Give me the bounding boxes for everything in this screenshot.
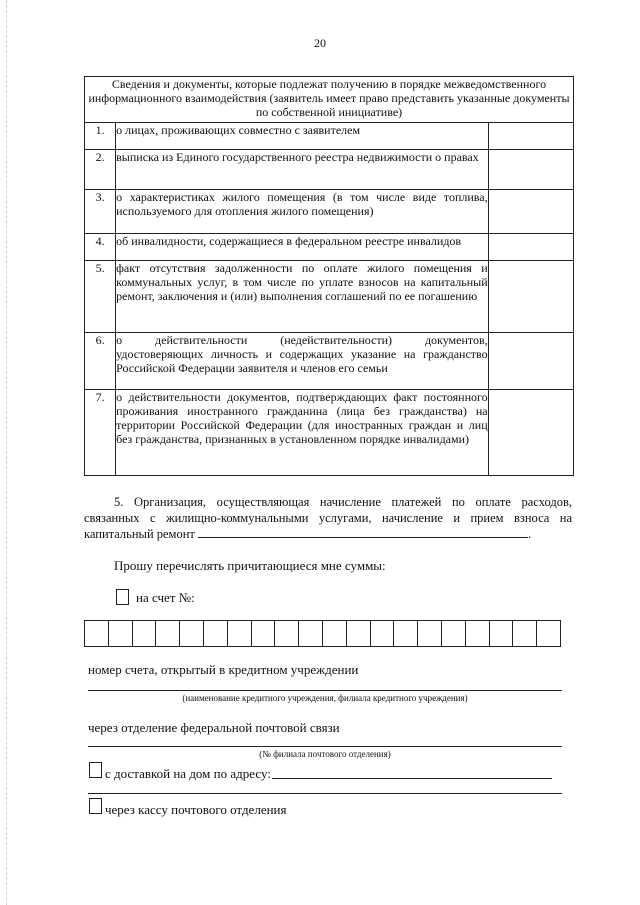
account-digit-cell[interactable]: [108, 620, 133, 647]
home-delivery-label: с доставкой на дом по адресу:: [105, 766, 271, 781]
table-row: [85, 234, 574, 261]
section-5-text: 5. Организация, осуществляющая начисление платежей по оплате расходов, связанных с жилищно-коммунальными услугами, начисление и прием взноса на капитальный ремонт: [84, 495, 572, 541]
account-digit-cell[interactable]: [274, 620, 299, 647]
account-digit-cell[interactable]: [370, 620, 395, 647]
section-5-paragraph: 5. Организация, осуществляющая начисление платежей по оплате расходов, связанных с жилищно-коммунальными услугами, начисление и прием взноса на капитальный ремонт .: [84, 495, 572, 541]
row-number: 5.: [85, 261, 116, 333]
post-office-caption: (№ филиала почтового отделения): [259, 749, 391, 759]
row-text: факт отсутствия задолженности по оплате жилого помещения и коммунальных услуг, в том числе по уплате взносов на капитальный ремонт, заключения и (или) выполнения соглашений по ее погашению: [116, 261, 489, 333]
payment-request-text: Прошу перечислять причитающиеся мне суммы:: [114, 558, 386, 573]
row-number: 6.: [85, 333, 116, 390]
row-input-cell[interactable]: [488, 390, 573, 476]
post-office-field[interactable]: [88, 736, 562, 747]
documents-table: [84, 76, 574, 476]
table-header: Сведения и документы, которые подлежат получению в порядке межведомственного информационного взаимодействия (заявитель имеет право представить указанные документы по собственной инициативе): [85, 77, 574, 123]
account-digit-cell[interactable]: [441, 620, 466, 647]
table-row: [85, 123, 574, 150]
account-digit-cell[interactable]: [346, 620, 371, 647]
account-digit-cell[interactable]: [251, 620, 276, 647]
row-text: об инвалидности, содержащиеся в федеральном реестре инвалидов: [116, 234, 489, 261]
row-number: 7.: [85, 390, 116, 476]
row-text: выписка из Единого государственного реестра недвижимости о правах: [116, 150, 489, 190]
row-number: 4.: [85, 234, 116, 261]
bank-caption: (наименование кредитного учреждения, филиала кредитного учреждения): [182, 693, 468, 703]
bank-account-label: номер счета, открытый в кредитном учреждении: [88, 662, 359, 677]
row-text: о характеристиках жилого помещения (в том числе виде топлива, используемого для отопления жилого помещения): [116, 190, 489, 234]
page-number: 20: [314, 36, 326, 50]
row-input-cell[interactable]: [488, 333, 573, 390]
account-digit-cell[interactable]: [298, 620, 323, 647]
account-digit-cell[interactable]: [227, 620, 252, 647]
account-number-cells[interactable]: [84, 620, 560, 647]
cash-desk-label: через кассу почтового отделения: [105, 802, 287, 817]
row-number: 3.: [85, 190, 116, 234]
row-input-cell[interactable]: [488, 123, 573, 150]
row-number: 1.: [85, 123, 116, 150]
account-digit-cell[interactable]: [536, 620, 561, 647]
table-row: [85, 190, 574, 234]
account-digit-cell[interactable]: [84, 620, 109, 647]
delivery-address-field-line2[interactable]: [88, 783, 562, 794]
row-text: о лицах, проживающих совместно с заявителем: [116, 123, 489, 150]
account-label: на счет №:: [136, 590, 195, 605]
account-digit-cell[interactable]: [512, 620, 537, 647]
row-text: о действительности (недействительности) документов, удостоверяющих личность и содержащих указание на гражданство Российской Федерации заявителя и членов его семьи: [116, 333, 489, 390]
account-digit-cell[interactable]: [489, 620, 514, 647]
table-row: [85, 261, 574, 333]
home-delivery-checkbox[interactable]: [89, 762, 102, 778]
organization-name-field[interactable]: [198, 526, 528, 538]
account-checkbox[interactable]: [116, 589, 129, 605]
account-digit-cell[interactable]: [417, 620, 442, 647]
table-row: [85, 333, 574, 390]
row-text: о действительности документов, подтверждающих факт постоянного проживания иностранного гражданина (лица без гражданства) на территории Российской Федерации (для иностранных граждан и лиц без гражданства, признанных в установленном порядке инвалидами): [116, 390, 489, 476]
account-digit-cell[interactable]: [465, 620, 490, 647]
table-row: [85, 390, 574, 476]
account-digit-cell[interactable]: [155, 620, 180, 647]
account-digit-cell[interactable]: [322, 620, 347, 647]
row-number: 2.: [85, 150, 116, 190]
account-digit-cell[interactable]: [132, 620, 157, 647]
page-edge: [6, 0, 7, 905]
cash-desk-checkbox[interactable]: [89, 798, 102, 814]
bank-name-field[interactable]: [88, 680, 562, 691]
row-input-cell[interactable]: [488, 234, 573, 261]
account-digit-cell[interactable]: [203, 620, 228, 647]
row-input-cell[interactable]: [488, 261, 573, 333]
delivery-address-field[interactable]: [272, 766, 552, 779]
account-digit-cell[interactable]: [393, 620, 418, 647]
account-digit-cell[interactable]: [179, 620, 204, 647]
table-row: [85, 150, 574, 190]
post-office-label: через отделение федеральной почтовой связи: [88, 720, 340, 735]
row-input-cell[interactable]: [488, 150, 573, 190]
row-input-cell[interactable]: [488, 190, 573, 234]
table-header-row: [85, 77, 574, 123]
